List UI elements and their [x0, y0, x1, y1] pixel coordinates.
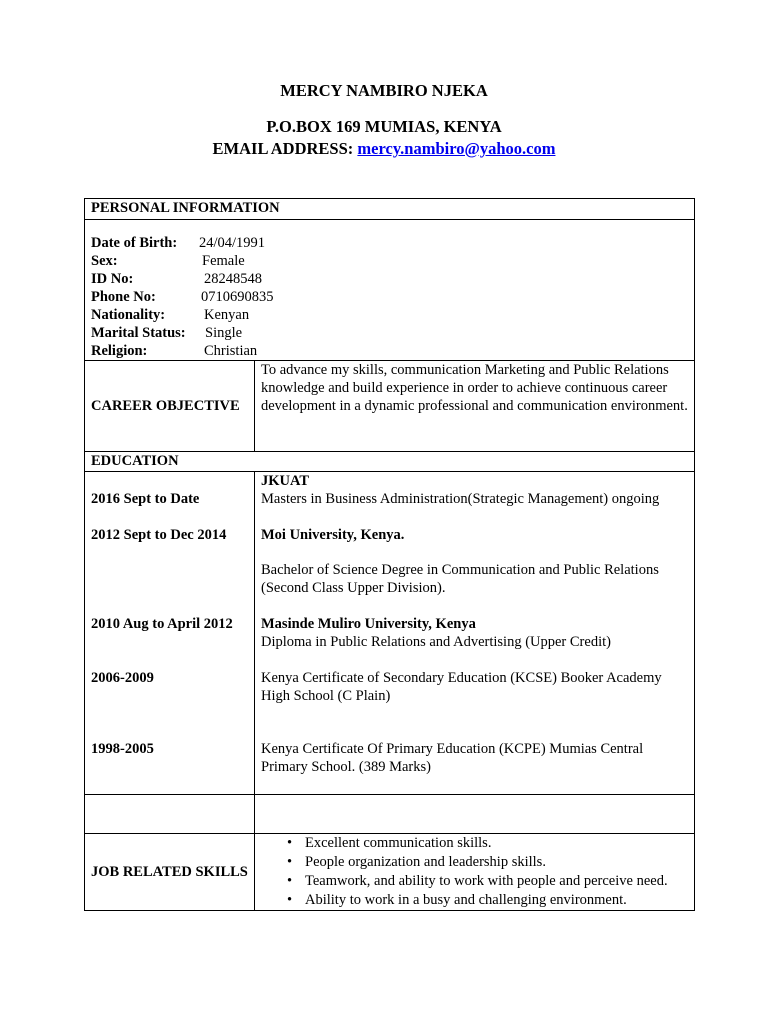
skill-item: • People organization and leadership skills. [305, 853, 688, 872]
skills-section [85, 834, 695, 911]
sex-row [91, 252, 688, 270]
marital-status-value: Single [205, 325, 243, 341]
personal-information-section [85, 199, 695, 361]
cv-header [0, 80, 768, 160]
marital-status-row [91, 324, 688, 342]
religion-value: Christian [204, 343, 258, 359]
education-institution: JKUAT [261, 473, 310, 489]
email-label: EMAIL ADDRESS: [212, 139, 358, 158]
nationality-row [91, 306, 688, 324]
nationality-label: Nationality: [91, 307, 166, 323]
candidate-name: MERCY NAMBIRO NJEKA [280, 81, 488, 100]
dob-label: Date of Birth: [91, 235, 178, 251]
career-objective-text: To advance my skills, communication Marketing and Public Relations knowledge and build experience in order to achieve continuous career development in a dynamic professional and communication environment. [255, 361, 695, 452]
education-detail: Masters in Business Administration(Strategic Management) ongoing [261, 491, 660, 507]
education-heading: EDUCATION [85, 452, 695, 472]
education-detail: Diploma in Public Relations and Advertising (Upper Credit) [261, 634, 611, 650]
skill-item: • Ability to work in a busy and challenging environment. [305, 891, 688, 910]
religion-row [91, 342, 688, 360]
blank-cell [85, 795, 255, 834]
phone-row [91, 288, 688, 306]
religion-label: Religion: [91, 343, 148, 359]
education-details [255, 472, 695, 795]
skill-item: • Teamwork, and ability to work with people and perceive need. [305, 872, 688, 891]
education-dates [85, 472, 255, 795]
career-objective-label: CAREER OBJECTIVE [85, 361, 255, 452]
id-label: ID No: [91, 271, 134, 287]
postal-address: P.O.BOX 169 MUMIAS, KENYA [266, 117, 502, 136]
blank-cell [255, 795, 695, 834]
dob-value: 24/04/1991 [199, 235, 266, 251]
education-date: 2012 Sept to Dec 2014 [91, 527, 227, 543]
personal-information-heading: PERSONAL INFORMATION [85, 199, 694, 220]
sex-value: Female [202, 253, 245, 269]
id-row [91, 270, 688, 288]
id-value: 28248548 [204, 271, 262, 287]
dob-row [91, 234, 688, 252]
personal-details [85, 220, 694, 360]
career-objective-section [85, 361, 695, 452]
nationality-value: Kenyan [204, 307, 250, 323]
education-date: 1998-2005 [91, 741, 154, 757]
education-heading-row [85, 452, 695, 472]
education-detail: Kenya Certificate Of Primary Education (KCPE) Mumias Central Primary School. (389 Marks) [261, 741, 644, 775]
phone-value: 0710690835 [201, 289, 274, 305]
education-institution: Masinde Muliro University, Kenya [261, 616, 476, 632]
skills-list [261, 834, 688, 910]
skill-item: • Excellent communication skills. [305, 834, 688, 853]
job-related-skills-label: JOB RELATED SKILLS [85, 834, 255, 911]
education-detail: Bachelor of Science Degree in Communication and Public Relations (Second Class Upper Division). [261, 562, 659, 596]
phone-label: Phone No: [91, 289, 156, 305]
sex-label: Sex: [91, 253, 118, 269]
marital-status-label: Marital Status: [91, 325, 186, 341]
email-line [0, 138, 768, 160]
cv-table [84, 198, 695, 911]
education-detail: Kenya Certificate of Secondary Education (KCSE) Booker Academy High School (C Plain) [261, 670, 662, 704]
education-institution: Moi University, Kenya. [261, 527, 405, 543]
education-date: 2006-2009 [91, 670, 154, 686]
blank-row [85, 795, 695, 834]
education-date: 2016 Sept to Date [91, 491, 200, 507]
education-section [85, 472, 695, 795]
education-date: 2010 Aug to April 2012 [91, 616, 233, 632]
email-link[interactable]: mercy.nambiro@yahoo.com [357, 139, 556, 158]
